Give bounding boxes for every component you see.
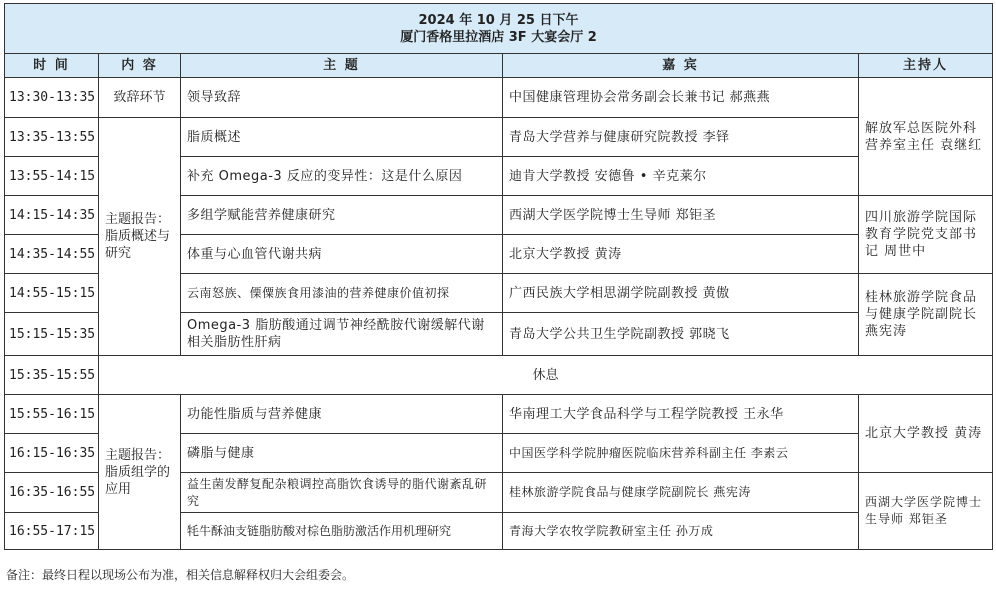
header-topic: 主 题 <box>181 54 503 78</box>
topic-cell: 体重与心血管代谢共病 <box>181 235 503 274</box>
time-cell: 16:35-16:55 <box>5 473 99 513</box>
chair-cell: 桂林旅游学院食品与健康学院副院长 燕宪涛 <box>859 274 993 356</box>
table-row <box>5 118 993 157</box>
chair-cell: 北京大学教授 黄涛 <box>859 395 993 473</box>
header-row <box>5 54 993 78</box>
time-cell: 13:35-13:55 <box>5 118 99 157</box>
time-cell: 16:55-17:15 <box>5 513 99 550</box>
time-cell: 15:35-15:55 <box>5 356 99 395</box>
time-cell: 14:15-14:35 <box>5 196 99 235</box>
time-cell: 15:55-16:15 <box>5 395 99 434</box>
time-cell: 14:55-15:15 <box>5 274 99 313</box>
content-cell: 主题报告：脂质概述与研究 <box>99 118 181 356</box>
topic-cell: 磷脂与健康 <box>181 434 503 473</box>
header-time: 时 间 <box>5 54 99 78</box>
time-cell: 13:55-14:15 <box>5 157 99 196</box>
topic-cell: Omega-3 脂肪酸通过调节神经酰胺代谢缓解代谢相关脂肪性肝病 <box>181 313 503 356</box>
topic-cell: 益生菌发酵复配杂粮调控高脂饮食诱导的脂代谢紊乱研究 <box>181 473 503 513</box>
topic-cell: 脂质概述 <box>181 118 503 157</box>
topic-cell: 云南怒族、傈僳族食用漆油的营养健康价值初探 <box>181 274 503 313</box>
time-cell: 15:15-15:35 <box>5 313 99 356</box>
session-venue: 厦门香格里拉酒店 3F 大宴会厅 2 <box>400 29 597 45</box>
table-row <box>5 78 993 118</box>
guest-cell: 迪肯大学教授 安德鲁 • 辛克莱尔 <box>503 157 859 196</box>
chair-cell: 四川旅游学院国际教育学院党支部书记 周世中 <box>859 196 993 274</box>
header-chair: 主持人 <box>859 54 993 78</box>
chair-cell: 解放军总医院外科营养室主任 袁继红 <box>859 78 993 196</box>
time-cell: 13:30-13:35 <box>5 78 99 118</box>
guest-cell: 中国医学科学院肿瘤医院临床营养科副主任 李素云 <box>503 434 859 473</box>
topic-cell: 多组学赋能营养健康研究 <box>181 196 503 235</box>
guest-cell: 青岛大学公共卫生学院副教授 郭晓飞 <box>503 313 859 356</box>
topic-cell: 补充 Omega-3 反应的变异性：这是什么原因 <box>181 157 503 196</box>
time-cell: 14:35-14:55 <box>5 235 99 274</box>
topic-cell: 领导致辞 <box>181 78 503 118</box>
content-cell: 主题报告：脂质组学的应用 <box>99 395 181 550</box>
topic-cell: 功能性脂质与营养健康 <box>181 395 503 434</box>
header-content: 内 容 <box>99 54 181 78</box>
guest-cell: 广西民族大学相思湖学院副教授 黄傲 <box>503 274 859 313</box>
break-cell: 休息 <box>99 356 993 395</box>
guest-cell: 青海大学农牧学院教研室主任 孙万成 <box>503 513 859 550</box>
schedule-sheet <box>4 3 992 550</box>
guest-cell: 中国健康管理协会常务副会长兼书记 郝燕燕 <box>503 78 859 118</box>
guest-cell: 青岛大学营养与健康研究院教授 李铎 <box>503 118 859 157</box>
session-banner <box>5 4 993 54</box>
chair-cell: 西湖大学医学院博士生导师 郑钜圣 <box>859 473 993 550</box>
guest-cell: 北京大学教授 黄涛 <box>503 235 859 274</box>
guest-cell: 西湖大学医学院博士生导师 郑钜圣 <box>503 196 859 235</box>
schedule-table <box>4 3 993 550</box>
banner-row <box>5 4 993 54</box>
session-date: 2024 年 10 月 25 日下午 <box>418 12 579 28</box>
guest-cell: 华南理工大学食品科学与工程学院教授 王永华 <box>503 395 859 434</box>
time-cell: 16:15-16:35 <box>5 434 99 473</box>
guest-cell: 桂林旅游学院食品与健康学院副院长 燕宪涛 <box>503 473 859 513</box>
footnote: 备注：最终日程以现场公布为准，相关信息解释权归大会组委会。 <box>6 568 355 582</box>
header-guest: 嘉 宾 <box>503 54 859 78</box>
table-row <box>5 395 993 434</box>
break-row <box>5 356 993 395</box>
content-cell: 致辞环节 <box>99 78 181 118</box>
topic-cell: 牦牛酥油支链脂肪酸对棕色脂肪激活作用机理研究 <box>181 513 503 550</box>
